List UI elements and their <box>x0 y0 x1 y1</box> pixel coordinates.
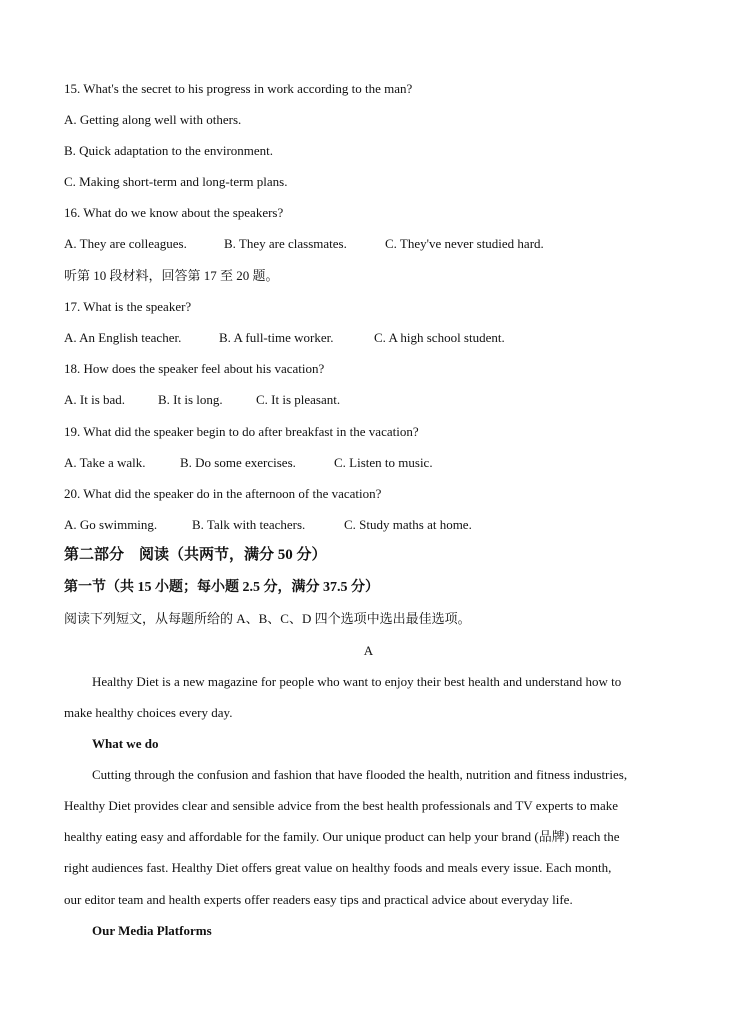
what-we-do-title: What we do <box>92 736 159 751</box>
question-15-option-c: C. Making short-term and long-term plans. <box>64 174 288 189</box>
question-19-option-c: C. Listen to music. <box>334 455 433 470</box>
part-2-heading: 第二部分 阅读（共两节，满分 50 分） <box>64 547 327 563</box>
question-20-option-a: A. Go swimming. <box>64 517 158 532</box>
question-18-stem: 18. How does the speaker feel about his vacation? <box>64 361 325 376</box>
question-20-option-b: B. Talk with teachers. <box>192 517 306 532</box>
question-19-option-b: B. Do some exercises. <box>180 455 296 470</box>
question-16-option-b: B. They are classmates. <box>224 236 347 251</box>
question-17-option-b: B. A full-time worker. <box>219 330 334 345</box>
question-15-stem: 15. What's the secret to his progress in work according to the man? <box>64 81 413 96</box>
what-we-do-line-4: right audiences fast. Healthy Diet offers great value on healthy foods and meals every issue. Each month, <box>64 860 612 875</box>
question-18-option-a: A. It is bad. <box>64 392 126 407</box>
instruction-material-10: 听第 10 段材料，回答第 17 至 20 题。 <box>64 268 279 283</box>
question-16-stem: 16. What do we know about the speakers? <box>64 205 284 220</box>
what-we-do-line-3: healthy eating easy and affordable for the family. Our unique product can help your brand (品牌) reach the <box>64 829 620 844</box>
question-16-option-a: A. They are colleagues. <box>64 236 187 251</box>
question-20-stem: 20. What did the speaker do in the afternoon of the vacation? <box>64 486 382 501</box>
question-15-option-a: A. Getting along well with others. <box>64 112 242 127</box>
question-19-stem: 19. What did the speaker begin to do after breakfast in the vacation? <box>64 424 419 439</box>
intro-line-1: Healthy Diet is a new magazine for people who want to enjoy their best health and understand how to <box>92 674 622 689</box>
what-we-do-line-2: Healthy Diet provides clear and sensible advice from the best health professionals and TV experts to make <box>64 798 619 813</box>
question-17-stem: 17. What is the speaker? <box>64 299 192 314</box>
section-1-heading: 第一节（共 15 小题；每小题 2.5 分，满分 37.5 分） <box>64 580 379 595</box>
question-20-option-c: C. Study maths at home. <box>344 517 472 532</box>
question-19-option-a: A. Take a walk. <box>64 455 146 470</box>
what-we-do-line-1: Cutting through the confusion and fashion that have flooded the health, nutrition and fitness industries, <box>92 767 628 782</box>
question-18-option-c: C. It is pleasant. <box>256 392 341 407</box>
question-17-option-a: A. An English teacher. <box>64 330 182 345</box>
what-we-do-line-5: our editor team and health experts offer readers easy tips and practical advice about everyday life. <box>64 892 573 907</box>
reading-instruction: 阅读下列短文，从每题所给的 A、B、C、D 四个选项中选出最佳选项。 <box>64 611 471 626</box>
question-15-option-b: B. Quick adaptation to the environment. <box>64 143 274 158</box>
passage-label: A <box>363 643 374 658</box>
intro-line-2: make healthy choices every day. <box>64 705 233 720</box>
question-18-option-b: B. It is long. <box>158 392 223 407</box>
media-platforms-title: Our Media Platforms <box>92 923 212 938</box>
question-17-option-c: C. A high school student. <box>374 330 505 345</box>
question-16-option-c: C. They've never studied hard. <box>385 236 544 251</box>
